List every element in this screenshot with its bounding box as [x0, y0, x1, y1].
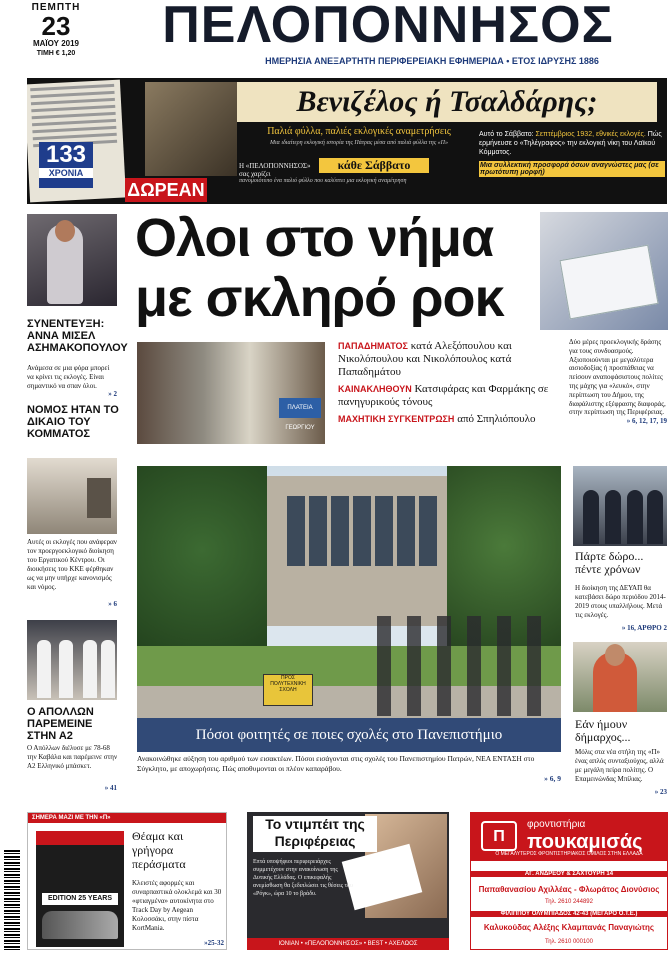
right-story-1-body: Η διοίκηση της ΔΕΥΑΠ θα κατεβάσει δώρο περιόδου 2014-2019 στους υπαλλήλους. Μετά τις εκλογές.	[575, 584, 666, 619]
debate-box[interactable]	[247, 812, 449, 950]
promo-right-note: Μια συλλεκτική προσφορά όσων αναγνώστες μας (σε πρωτότυπη μορφή)	[479, 161, 665, 177]
subhead-2	[338, 383, 564, 409]
promo-line-2: Μια ιδιαίτερη εκλογική ιστορία της Πάτρας μέσα από παλιά φύλλα της «Π»	[270, 140, 448, 146]
promo-right-highlight: Σεπτέμβριος 1932, εθνικές εκλογές.	[535, 131, 646, 138]
election-summary-body: Δύο μέρες προεκλογικής δράσης για τους συνδυασμούς. Αξιοποιούνται με μεγαλύτερα αισιοδοξίας ή προσπάθειας να πείσουν αναποφάσιστους πολίτες της μάχης για «λευκό», στην περίπτωση του Δήμου, της διαφάλιστης εξέφρασης διαφοράς, στην περίπτωση της Περιφέρειας.	[569, 338, 666, 417]
branch-1-names: Παπαθανασίου Αχιλλέας - Φλωράτος Διονύσιος	[478, 885, 660, 894]
supplement-header: ΣΗΜΕΡΑ ΜΑΖΙ ΜΕ ΤΗΝ «Π»	[28, 813, 226, 823]
main-headline-line-2: με σκληρό ροκ	[135, 268, 504, 328]
right-story-2-body: Μόλις στα νέα στήλη της «Π» ένας απλός συνταξιούχος, αλλά με μεγάλη πείρα πολίτης. Ο Επαμεινώνδας Μπίλιας.	[575, 748, 664, 783]
promo-right-text	[479, 130, 665, 196]
branch-1-address: ΑΓ. ΑΝΔΡΕΟΥ & ΣΑΧΤΟΥΡΗ 14	[471, 871, 667, 877]
right-story-2-headline[interactable]: Εάν ήμουν δήμαρχος...	[575, 717, 631, 744]
free-label: ΔΩΡΕΑΝ	[125, 178, 207, 202]
university-story	[137, 754, 561, 784]
street-sign: ΠΛΑΤΕΙΑ ΓΕΩΡΓΙΟΥ	[279, 398, 321, 418]
left-story-2-photo[interactable]	[27, 458, 117, 534]
citizen-photo[interactable]	[573, 642, 667, 712]
newspaper-subtitle: ΗΜΕΡΗΣΙΑ ΑΝΕΞΑΡΤΗΤΗ ΠΕΡΙΦΕΡΕΙΑΚΗ ΕΦΗΜΕΡΙΔΑ • ΕΤΟΣ ΙΔΡΥΣΗΣ 1886	[265, 56, 599, 66]
date-block	[6, 2, 106, 66]
right-story-1-ref: » 16, ΑΡΘΡΟ 2	[621, 624, 667, 632]
debate-title: Το ντιμπέιτ της Περιφέρειας	[253, 816, 377, 852]
university-story-ref: » 6, 9	[544, 774, 561, 783]
supplement-cover	[36, 831, 124, 947]
anniversary-number: 133	[45, 141, 87, 168]
subhead-1-label: ΠΑΠΑΔΗΜΑΤΟΣ	[338, 341, 408, 351]
left-story-2-headline[interactable]: ΝΟΜΟΣ ΗΤΑΝ ΤΟ ΔΙΚΑΙΟ ΤΟΥ ΚΟΜΜΑΤΟΣ	[27, 404, 119, 440]
promo-line-3: Η «ΠΕΛΟΠΟΝΝΗΣΟΣ» σας χαρίζει	[239, 162, 311, 178]
anniversary-label: ΧΡΟΝΙΑ	[39, 168, 93, 178]
supplement-body: Κλειστές αφορμές και συναρπαστικά ολοκλεμά και 30 «φτιαγμένα» αυτοκίνητα στο Track Day by Aegean Κολοσσάκι, στην πίστα ΚortΜania.	[132, 879, 222, 932]
branch-1-phone: Τηλ. 2610 244892	[545, 899, 593, 905]
tutoring-ad[interactable]	[470, 812, 668, 950]
basketball-photo[interactable]	[27, 620, 117, 700]
barcode	[4, 850, 20, 950]
subhead-1-text: κατά Αλεξόπουλου και Νικολόπουλου και Νικολόπουλος κατά Παπαδημάτου	[338, 340, 512, 378]
main-headline[interactable]	[135, 208, 555, 334]
promo-title: Βενιζέλος ή Τσαλδάρης;	[296, 85, 598, 118]
left-story-2-ref: » 6	[108, 600, 117, 608]
left-story-3-ref: » 41	[104, 784, 117, 792]
supplement-ref: »25-32	[204, 939, 224, 947]
university-caption: Πόσοι φοιτητές σε ποιες σχολές στο Πανεπιστήμιο	[137, 718, 561, 752]
promo-right-a: Αυτό το Σάββατο:	[479, 131, 534, 138]
supplement-edition: EDITION 25 YEARS	[42, 893, 118, 905]
promo-line-1: Παλιά φύλλα, παλιές εκλογικές αναμετρήσεις	[267, 126, 451, 137]
campus-sign: ΠΡΟΣ ΠΟΛΥΤΕΧΝΙΚΗ ΣΧΟΛΗ	[263, 674, 313, 706]
debate-footer: ΙΟΝΙΑΝ • «ΠΕΛΟΠΟΝΝΗΣΟΣ» • BEST • ΑΧΕΛΩΟΣ	[247, 938, 449, 950]
tutoring-ad-header	[471, 813, 667, 861]
branch-2-phone: Τηλ. 2610 000100	[545, 939, 593, 945]
subhead-3-label: ΜΑΧΗΤΙΚΗ ΣΥΓΚΕΝΤΡΩΣΗ	[338, 414, 455, 424]
left-story-1-body: Ανάμεσα σε μια φόρα μπορεί να κρίνει τις εκλογές. Είναι σημαντικό να σπαν όλοι.	[27, 364, 110, 390]
interview-photo[interactable]	[27, 214, 117, 306]
ballot-photo[interactable]	[540, 212, 668, 330]
election-summary-ref: » 6, 12, 17, 19	[626, 417, 667, 426]
left-story-2-body: Αυτές οι εκλογές που ανάφεραν τον προεργοεκλογικό διοίκηση του Εργατικού Κέντρου. Οι διοικήσεις του ΚΚΕ φέρθηκαν ως να μην υπήρχε κανονισμός και νόμος.	[27, 538, 117, 591]
election-summary	[569, 338, 667, 426]
branch-2-names: Καλυκούδας Αλέξης Κλαμπανάς Παναγιώτης	[483, 923, 655, 932]
university-story-body: Ανακοινώθηκε αύξηση του αριθμού των εισακτέων. Πόσοι εισάγονται στις σχολές του Πανεπιστημίου Πατρών, ΝΕΑ ΕΝΤΑΣΗ στο Σύγκλητο, με αποχωρήσεις. Πώς αποθυμονται οι πλέον καπαράβου.	[137, 754, 535, 773]
tutoring-logo-icon: Π	[481, 821, 517, 851]
subhead-2-text: Κατσιφάρας και Φαρμάκης σε πανηγυρικούς τόνους	[338, 383, 549, 408]
left-story-3-body: Ο Απόλλων διέλυσε με 78-68 την Καβάλα και παρέμεινε στην Α2 Ελληνικό μπάσκετ.	[27, 744, 118, 770]
anniversary-badge	[39, 142, 93, 188]
tutoring-brand: πουκαμισάς	[527, 831, 643, 853]
issue-date-number: 23	[41, 11, 71, 41]
politician-portraits-image	[145, 82, 237, 176]
newspaper-title: ΠΕΛΟΠΟΝΝΗΣΟΣ	[162, 0, 614, 54]
promo-line-4: πανομοιότυπο ένα παλιό φύλλο που καλύπτει μια εκλογική αναμέτρηση	[239, 178, 407, 184]
subhead-3	[338, 413, 564, 426]
debate-body: Επτά υποψήφιοι περιφερειάρχες συμμετέχουν στην ανακοίνωση της Δυτικής Ελλάδας. Ο επικεφαλής ανεμίσθωση θα ξεδιπλώσει τις θέσεις του «Ρόγκ», ώρα 10 το βράδυ.	[253, 859, 353, 897]
subhead-3-text: από Σπηλιόπουλο	[457, 413, 536, 425]
subhead-2-label: ΚΑΙΝΑΚΛΗΘΟΥΝ	[338, 384, 412, 394]
left-story-3-headline[interactable]: Ο ΑΠΟΛΛΩΝ ΠΑΡΕΜΕΙΝΕ ΣΤΗΝ Α2	[27, 706, 94, 742]
subhead-1	[338, 340, 564, 379]
branch-2-address: ΦΙΛΙΠΠΟΥ ΟΛΥΜΠΙΑΔΟΣ 42-43 (ΜΕΓΑΡΟ Ο.Τ.Ε.)	[471, 911, 667, 917]
supplement-title: Θέαμα και γρήγορα περάσματα	[132, 829, 186, 871]
issue-day: ΠΕΜΠΤΗ	[31, 2, 81, 13]
promo-banner[interactable]	[27, 78, 667, 204]
main-headline-line-1: Ολοι στο νήμα	[135, 208, 494, 268]
issue-month-year: ΜΑΪΟΥ 2019	[32, 39, 80, 48]
election-street-photo[interactable]	[137, 342, 325, 444]
left-story-1-ref: » 2	[108, 390, 117, 398]
tutoring-small: φροντιστήρια	[527, 819, 586, 830]
election-subheads	[338, 340, 564, 430]
tutoring-sub: Ο ΜΕΓΑΛΥΤΕΡΟΣ ΦΡΟΝΤΙΣΤΗΡΙΑΚΟΣ ΟΜΙΛΟΣ ΣΤΗΝ ΕΛΛΑΔΑ	[495, 851, 643, 857]
right-story-2-ref: » 23	[654, 788, 667, 796]
promo-highlight: κάθε Σάββατο	[319, 158, 429, 173]
supplement-box[interactable]	[27, 812, 227, 950]
university-photo[interactable]	[137, 466, 561, 752]
officials-photo[interactable]	[573, 466, 667, 546]
promo-right-b: Πώς ερμήνευσε ο «Τηλέγραφος» την εκλογική νίκη του Λαϊκού Κόμματος.	[479, 131, 662, 156]
issue-price: ΤΙΜΗ € 1,20	[36, 50, 76, 57]
right-story-1-headline[interactable]: Πάρτε δώρο... πέντε χρόνων	[575, 549, 644, 576]
promo-title-box	[237, 82, 657, 122]
left-story-1-headline[interactable]: ΣΥΝΕΝΤΕΥΞΗ: ΑΝΝΑ ΜΙΣΕΛ ΑΣΗΜΑΚΟΠΟΥΛΟΥ	[27, 318, 128, 354]
